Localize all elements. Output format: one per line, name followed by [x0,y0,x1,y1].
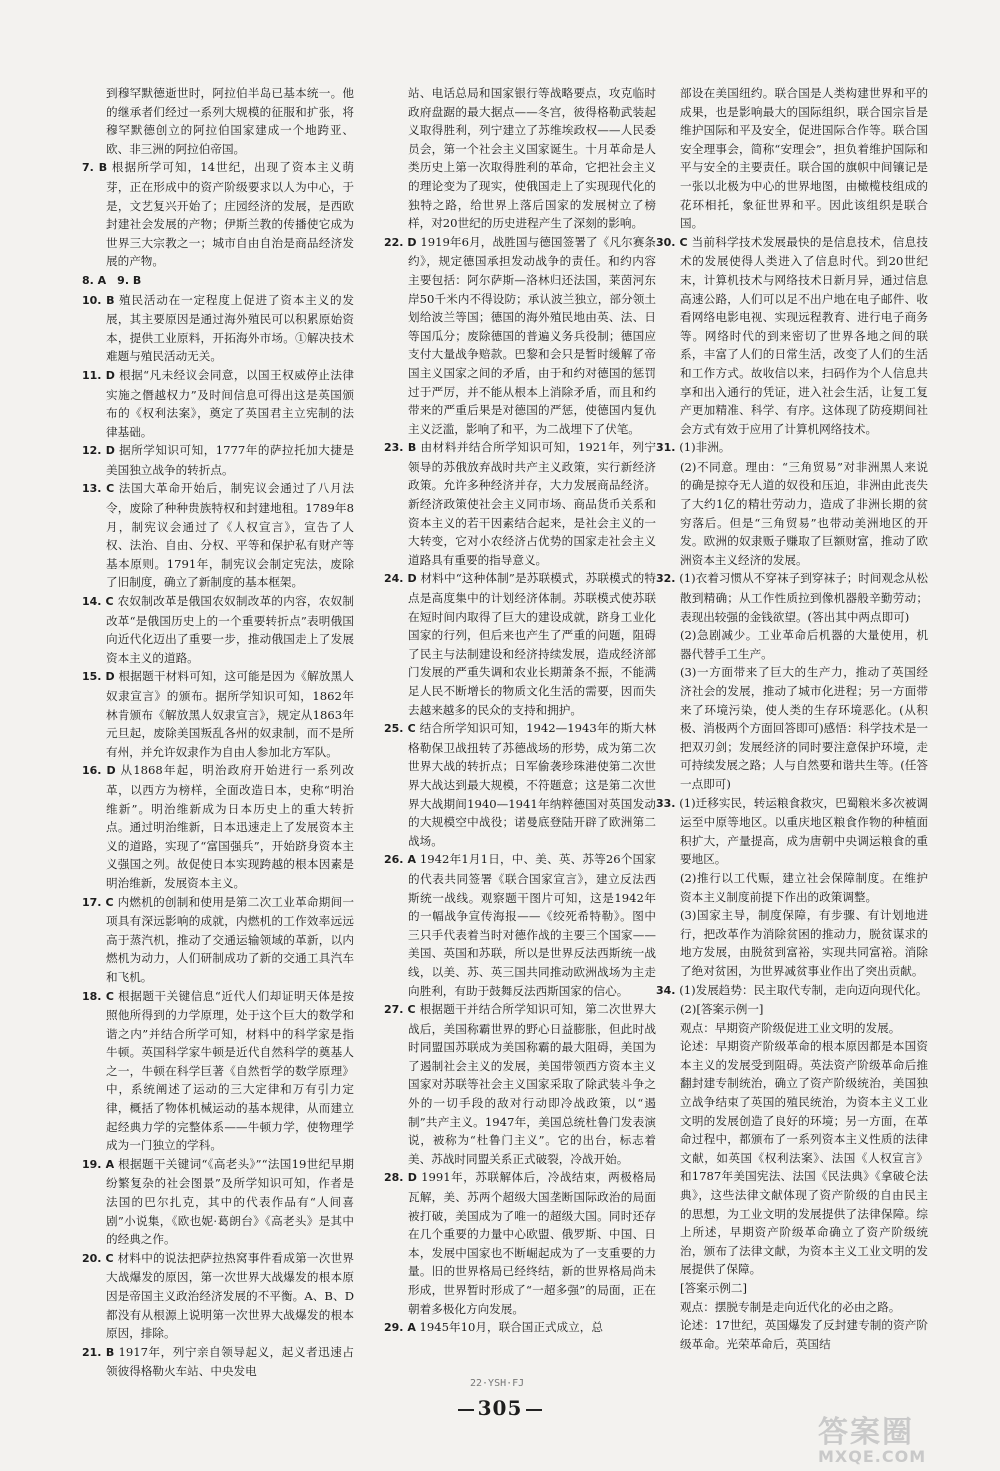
answer-number: 29. A [384,1321,416,1335]
answer-number: 26. A [384,853,417,867]
answer-entry [82,441,354,479]
answer-entry [656,84,928,233]
answer-subpart: (2)推行以工代赈，建立社会保障制度。在维护资本主义制度前提下作出的政策调整。 [680,870,928,904]
answer-text: 到穆罕默德逝世时，阿拉伯半岛已基本统一。他的继承者们经过一系列大规模的征服和扩张，将穆罕默德创立的阿拉伯国家建成一个地跨亚、欧、非三洲的阿拉伯帝国。 [106,86,354,156]
answer-subpart: 论述：早期资产阶级革命的根本原因都是本国资本主义的发展受到阻碍。英法资产阶级革命后推翻封建专制统治，确立了资产阶级统治，美国独立战争结束了英国的殖民统治，为资本主义工业文明的发展创造了良好的环境；另一方面，在革命过程中，都颁布了一系列资本主义性质的法律文献，如英国《权利法案》、法国《人权宣言》和1787年美国宪法、法国《民法典》《拿破仑法典》，这些法律文献体现了资产阶级的自由民主的思想，为工业文明的发展提供了法律保障。综上所述，早期资产阶级革命确立了资产阶级统治，颁布了法律文献，为资本主义工业文明的发展提供了保障。 [680,1039,928,1277]
answer-entry [384,719,656,850]
dash-right [526,1409,542,1411]
answer-entry [384,438,656,569]
answer-text: 根据题干材料可知，这可能是因为《解放黑人奴隶宣言》的颁布。据所学知识可知，1862年林肯颁布《解放黑人奴隶宣言》，规定从1863年元旦起，废除美国叛乱各州的奴隶制，而不是所有州，并允许奴隶作为自由人参加北方军队。 [106,669,354,759]
answer-number: 20. C [82,1251,114,1265]
answer-text: 部设在美国纽约。联合国是人类构建世界和平的成果，也是影响最大的国际组织，联合国宗旨是维护国际和平及安全，促进国际合作等。联合国安全理事会，简称“安理会”，担负着维护国际和平与安全的主要责任。联合国的旗帜中间镶记是一张以北极为中心的世界地图，由橄榄枝组成的花环相托，象征世界和平。因此该组织是联合国。 [680,86,928,231]
watermark-url: MXQE.COM [818,1447,927,1466]
answer-text: 1942年1月1日，中、美、英、苏等26个国家的代表共同签署《联合国家宣言》，建立反法西斯统一战线。观察题干图片可知，这是1942年的一幅战争宣传海报——《绞死希特勒》。图中三只手代表着当时对德作战的主要三个国家——美国、英国和苏联，所以是世界反法西斯统一战线，以美、苏、英三国共同推动欧洲战场为主走向胜利，有助于鼓舞反法西斯国家的信心。 [408,852,656,998]
answer-number: 27. C [384,1003,416,1017]
answer-number: 33. [656,796,676,810]
answer-number: 23. B [384,441,417,455]
answer-entry [82,1155,354,1249]
answer-number: 30. C [656,235,688,249]
answer-text: (1)衣着习惯从不穿袜子到穿袜子；时间观念从松散到精确；从工作性质拉到像机器般辛勤劳动；表现出较强的金钱欲望。(答出其中两点即可) [679,571,928,624]
answer-number: 14. C [82,595,114,609]
answer-number: 31. [656,441,676,455]
answer-text: 殖民活动在一定程度上促进了资本主义的发展，其主要原因是通过海外殖民可以积累原始资本，提供工业原料，开拓海外市场。①解决技术难题与殖民活动无关。 [106,292,354,364]
answer-text: 根据题干并结合所学知识可知，第二次世界大战后，美国称霸世界的野心日益膨胀，但此时战时同盟国苏联成为美国称霸的最大阻碍，美国为了遏制社会主义的发展，美国带领西方资本主义国家对苏联等社会主义国家采取了除武装斗争之外的一切手段的敌对行动即冷战政策，以“遏制”共产主义。1947年，美国总统杜鲁门发表演说，被称为“杜鲁门主义”。它的出台，标志着美、苏战时同盟关系正式破裂，冷战开始。 [408,1002,656,1166]
answer-entry [82,893,354,987]
answer-number: 13. C [82,482,115,496]
answer-entry [384,84,656,233]
answer-number: 34. [656,983,676,997]
answer-subpart: (2)急剧减少。工业革命后机器的大量使用，机器代替手工生产。 [680,628,928,661]
answer-number: 17. C [82,895,114,909]
answer-entry [82,761,354,892]
answer-entry [82,271,354,291]
watermark-logo [818,1407,988,1466]
answer-number: 24. D [384,572,417,586]
answer-text: 站、电话总局和国家银行等战略要点，攻克临时政府盘踞的最大据点——冬宫，彼得格勒武装起义取得胜利，列宁建立了苏维埃政权——人民委员会，第一个社会主义国家诞生。十月革命是人类历史上第一次取得胜利的革命，它把社会主义的理论变为了现实，使俄国走上了实现现代化的独特之路，给世界上落后国家的发展树立了榜样，对20世纪的历史进程产生了深刻的影响。 [408,86,656,231]
answer-entry [82,592,354,667]
answer-number: 10. B [82,293,115,307]
answer-subpart: (2)不同意。理由：“三角贸易”对非洲黑人来说的确是掠夺无人道的奴役和压迫，非洲由此丧失了大约1亿的精壮劳动力，造成了非洲长期的贫穷落后。但是“三角贸易”也带动美洲地区的开发。欧洲的奴隶贩子赚取了巨额财富，推动了欧洲资本主义经济的发展。 [680,459,928,567]
watermark-cn: 答案圈 [818,1415,914,1450]
answer-subpart: 观点：摆脱专制是走向近代化的必由之路。 [680,1299,901,1314]
answer-entry [82,667,354,761]
answer-text: 据所学知识可知，1777年的萨拉托加大捷是美国独立战争的转折点。 [106,443,354,477]
answer-entry [656,233,928,439]
answer-entry [82,158,354,271]
answer-number: 8. A 9. B [82,273,142,287]
answer-page [82,84,950,1394]
answer-text: 根据题干关键信息“近代人们却证明天体是按照他所得到的力学原理，处于这个巨大的数学和谐之内”并结合所学可知，材料中的科学家是指牛顿。英国科学家牛顿是近代自然科学的奠基人之一，牛顿在科学巨著《自然哲学的数学原理》中，系统阐述了运动的三大定律和万有引力定律，概括了物体机械运动的基本规律，从而建立起经典力学的完整体系——牛顿力学，使物理学成为一门独立的学科。 [106,988,354,1153]
answer-subpart: (3)一方面带来了巨大的生产力，推动了英国经济社会的发展，推动了城市化进程；另一方面带来了环境污染，使人类的生存环境恶化。(从积极、消极两个方面回答即可)感悟：科学技术是一把双刃剑；发展经济的同时要注意保护环境，走可持续发展之路；人与自然要和谐共生等。(任答一点即可) [680,665,928,791]
answer-subpart: [答案示例二] [680,1281,748,1295]
answer-entry [656,981,928,1354]
answer-entry [384,1000,656,1168]
answer-text: 1945年10月，联合国正式成立，总 [419,1320,603,1335]
answer-subpart: (3)国家主导，制度保障，有步骤、有计划地进行，把改革作为消除贫困的推动力，脱贫谋求的地方发展，由脱贫到富裕，实现共同富裕。消除了绝对贫困，为世界减贫事业作出了突出贡献。 [680,908,928,978]
answer-text: (1)发展趋势：民主取代专制，走向迈向现代化。 [679,982,928,997]
column-1 [82,84,354,1394]
answer-number: 15. D [82,670,115,684]
answer-text: 1991年，苏联解体后，冷战结束，两极格局瓦解，美、苏两个超级大国垄断国际政治的局面被打破，美国成为了唯一的超级大国。同时还存在几个重要的力量中心欧盟、俄罗斯、中国、日本，发展中国家也不断崛起成为了一支重要的力量。旧的世界格局已经终结，新的世界格局尚未形成，世界暂时形成了“一超多强”的局面，正在朝着多极化方向发展。 [408,1170,656,1316]
answer-text: 根据题干关键词“《高老头》”“法国19世纪早期纷繁复杂的社会图景”及所学知识可知，作者是法国的巴尔扎克，其中的代表作品有“人间喜剧”小说集，《欧也妮·葛朗台》《高老头》是其中的经典之作。 [106,1156,354,1247]
answer-entry [656,438,928,569]
answer-number: 11. D [82,368,115,382]
answer-text: (1)迁移实民，转运粮食救灾，巴蜀粮米多次被调运至中原等地区。以重庆地区粮食作物的种植面积扩大，产量提高，成为唐朝中央调运粮食的重要地区。 [679,795,928,867]
answer-number: 25. C [384,722,416,736]
answer-entry [82,479,354,592]
answer-number: 12. D [82,444,115,458]
column-3 [656,84,928,1394]
answer-number: 16. D [82,764,116,778]
answer-text: 内燃机的创制和使用是第二次工业革命期间一项具有深远影响的成就，内燃机的工作效率远远高于蒸汽机，推动了交通运输领域的革新，以内燃机为动力，人们研制成功了新的交通工具汽车和飞机。 [106,894,354,984]
answer-text: 1919年6月，战胜国与德国签署了《凡尔赛条约》，规定德国承担发动战争的责任。和约内容主要包括：阿尔萨斯—洛林归还法国，莱茵河东岸50千米内不得设防；承认波兰独立，部分领土划给波兰等国；德国的海外殖民地由英、法、日等国瓜分；废除德国的普遍义务兵役制；德国应支付大量战争赔款。巴黎和会只是暂时缓解了帝国主义国家之间的矛盾，由于和约对德国的惩罚过于严厉，并不能从根本上消除矛盾，而且和约带来的严重后果是对德国的严惩，使德国内复仇主义泛滥，影响了和平，为二战埋下了伏笔。 [408,234,656,436]
answer-text: 材料中的说法把萨拉热窝事件看成第一次世界大战爆发的原因，第一次世界大战爆发的根本原因是帝国主义政治经济发展的不平衡。A、B、D都没有从根源上说明第一次世界大战爆发的根本原因，排除。 [106,1250,354,1341]
answer-text: 当前科学技术发展最快的是信息技术，信息技术的发展使得人类进入了信息时代。到20世纪末，计算机技术与网络技术日新月异，通过信息高速公路，人们可以足不出户地在电子邮件、收看网络电影电视、实现远程教育、进行电子商务等。网络时代的到来密切了世界各地之间的联系，丰富了人们的日常生活，改变了人们的生活和工作方式。故收信以来，扫码作为个人信息共享和出入通行的凭证，进入社会生活，让复工复产更加精准、科学、有序。这体现了防疫期间社会方式有效于应用了计算机网络技术。 [680,234,928,436]
answer-text: 法国大革命开始后，制宪议会通过了八月法令，废除了种种贵族特权和封建地租。1789年8月，制宪议会通过了《人权宣言》，宣告了人权、法治、自由、分权、平等和保护私有财产等基本原则。1791年，制宪议会制定宪法，废除了旧制度，确立了新制度的基本框架。 [106,481,354,590]
answer-entry [384,1168,656,1318]
answer-number: 18. C [82,989,114,1003]
footer-code: 22·YSH·FJ [470,1378,525,1389]
answer-entry [384,233,656,439]
answer-entry [656,794,928,981]
answer-number: 7. B [82,161,108,175]
answer-text: 由材料并结合所学知识可知，1921年，列宁领导的苏俄放弃战时共产主义政策，实行新经济政策。允许多种经济并存，大力发展商品经济。新经济政策使社会主义同市场、商品货币关系和资本主义的若干因素结合起来，是社会主义的一大转变，它对小农经济占优势的国家走社会主义道路具有重要的指导意义。 [408,440,656,567]
page-number-text: 305 [477,1396,523,1420]
answer-text: 从1868年起，明治政府开始进行一系列改革，以西方为榜样，全面改造日本，史称“明治维新”。明治维新成为日本历史上的重大转折点。通过明治维新，日本迅速走上了发展资本主义的道路，实现了“富国强兵”，开始跻身资本主义强国之列。故促使日本实现跨越的根本因素是明治维新，发展资本主义。 [106,763,354,890]
answer-text: 1917年，列宁亲自领导起义，起义者迅速占领彼得格勒火车站、中央发电 [106,1344,354,1379]
answer-subpart: 论述：17世纪，英国爆发了反封建专制的资产阶级革命。光荣革命后，英国结 [680,1318,928,1351]
answer-entry [82,84,354,158]
answer-number: 22. D [384,235,417,249]
answer-number: 21. B [82,1345,115,1359]
answer-entry [82,1249,354,1343]
answer-text: 根据所学可知，14世纪，出现了资本主义萌芽，正在形成中的资产阶级要求以人为中心，于是，文艺复兴开始了；庄园经济的发展，是西欧封建社会发展的产物；伊斯兰教的传播使它成为世界三大宗教之一；城市自由自治是商品经济发展的产物。 [106,160,354,269]
answer-text: (1)非洲。 [679,440,731,455]
answer-text: 农奴制改革是俄国农奴制改革的内容，农奴制改革“是俄国历史上的一个重要转折点”表明俄国向近代化迈出了重要一步，推动俄国走上了发展资本主义的道路。 [106,594,354,665]
answer-subpart: (2)[答案示例一] [680,1002,764,1017]
answer-text: 根据“凡未经议会同意，以国王权威停止法律实施之僭越权力”及时间信息可得出这是英国颁布的《权利法案》，奠定了英国君主立宪制的法律基础。 [106,367,354,439]
answer-text: 结合所学知识可知，1942—1943年的斯大林格勒保卫战扭转了苏德战场的形势，成为第二次世界大战的转折点；日军偷袭珍珠港使第二次世界大战达到最大规模，不符题意；这是第二次世界大战期间1940—1941年纳粹德国对英国发动的大规模空中战役；诺曼底登陆开辟了欧洲第二战场。 [408,721,656,848]
answer-number: 19. A [82,1157,115,1171]
answer-entry [656,569,928,793]
answer-number: 28. D [384,1171,417,1185]
dash-left [458,1409,474,1411]
answer-entry [82,366,354,441]
answer-entry [384,850,656,1000]
answer-entry [82,987,354,1155]
answer-text: 材料中“这种体制”是苏联模式，苏联模式的特点是高度集中的计划经济体制。苏联模式使苏联在短时间内取得了巨大的建设成就，跻身工业化国家的行列，但后来也产生了严重的问题，阻碍了民主与法制建设和经济持续发展，造成经济部门发展的严重失调和农业长期萧条不振，不能满足人民不断增长的物质文化生活的需要，因而失去越来越多的民众的支持和拥护。 [408,571,656,717]
answer-subpart: 观点：早期资产阶级促进工业文明的发展。 [680,1020,901,1035]
answer-number: 32. [656,572,676,586]
column-2 [384,84,656,1394]
answer-entry [384,569,656,719]
answer-entry [384,1318,656,1338]
answer-entry [82,291,354,366]
answer-entry [82,1343,354,1381]
